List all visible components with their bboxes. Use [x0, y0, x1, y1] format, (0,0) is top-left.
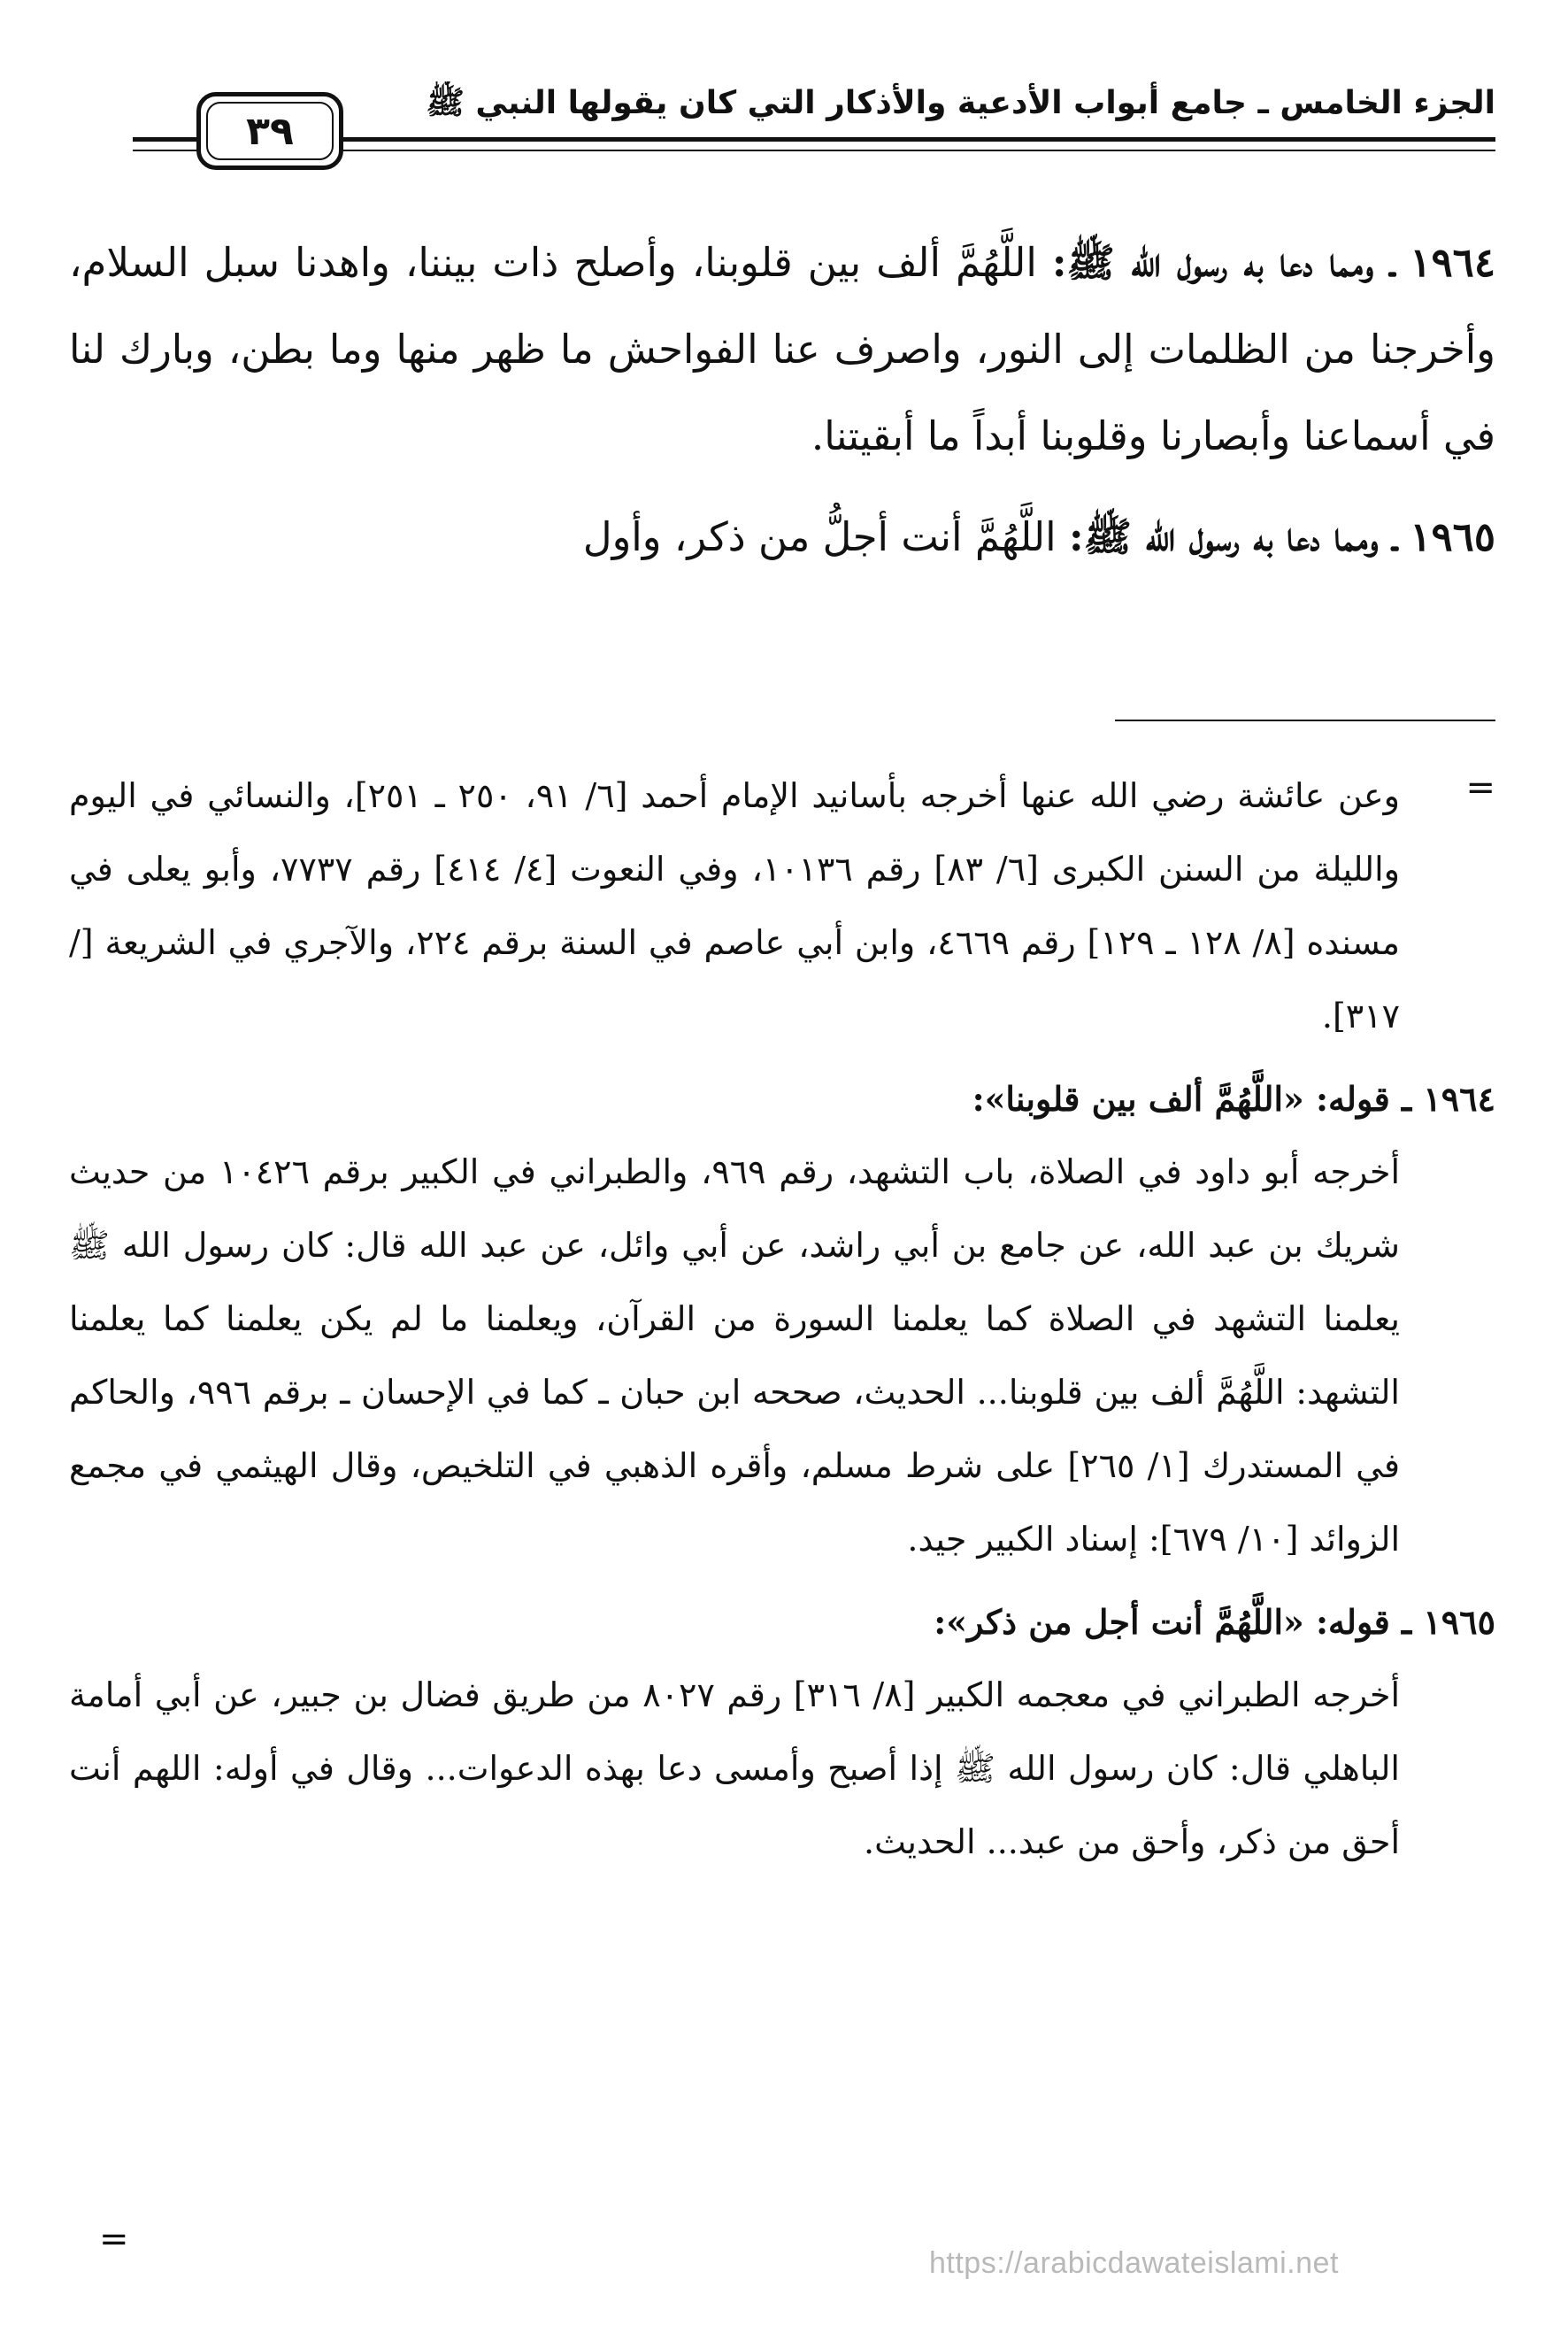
watermark-url: https://arabicdawateislami.net [929, 2246, 1339, 2280]
footnote-heading: ١٩٦٤ ـ قوله: «اللَّهُمَّ ألف بين قلوبنا»: [972, 1079, 1495, 1119]
footnote-body: أخرجه أبو داود في الصلاة، باب التشهد، رقم ٩٦٩، والطبراني في الكبير برقم ١٠٤٢٦ من حديث شريك بن عبد الله، عن جامع بن أبي راشد، عن أبي وائل، عن عبد الله قال: كان رسول الله ﷺ يعلمنا التشهد في الصلاة كما يعلمنا السورة من القرآن، ويعلمنا ما لم يكن يعلمنا كما يعلمنا التشهد: اللَّهُمَّ ألف بين قلوبنا... الحديث، صححه ابن حبان ـ كما في الإحسان ـ برقم ٩٩٦، والحاكم في المستدرك [١/ ٢٦٥] على شرط مسلم، وأقره الذهبي في التلخيص، وقال الهيثمي في مجمع الزوائد [١٠/ ٦٧٩]: إسناد الكبير جيد. [69, 1152, 1401, 1559]
footnote-separator [1115, 720, 1495, 721]
page-number: ٣٩ [206, 102, 334, 160]
footnote-continued: وعن عائشة رضي الله عنها أخرجه بأسانيد الإمام أحمد [٦/ ٩١، ٢٥٠ ـ ٢٥١]، والنسائي في اليوم والليلة من السنن الكبرى [٦/ ٨٣] رقم ١٠١٣٦، وفي النعوت [٤/ ٤١٤] رقم ٧٧٣٧، وأبو يعلى في مسنده [٨/ ١٢٨ ـ ١٢٩] رقم ٤٦٦٩، وابن أبي عاصم في السنة برقم ٢٢٤، والآجري في الشريعة [/ ٣١٧]. [69, 776, 1401, 1036]
hadith-paragraph-1964 [69, 219, 1495, 480]
running-header: الجزء الخامس ـ جامع أبواب الأدعية والأذكار التي كان يقولها النبي ﷺ [426, 85, 1495, 121]
footnotes [69, 759, 1495, 1888]
hadith-number: ١٩٦٥ [1410, 513, 1495, 560]
hadith-paragraph-1965 [69, 494, 1495, 581]
continuation-mark-top: = [1465, 767, 1495, 808]
hadith-number: ١٩٦٤ [1410, 239, 1496, 286]
main-text [69, 219, 1495, 595]
footnote-body: أخرجه الطبراني في معجمه الكبير [٨/ ٣١٦] رقم ٨٠٢٧ من طريق فضال بن جبير، عن أبي أمامة الباهلي قال: كان رسول الله ﷺ إذا أصبح وأمسى دعا بهذه الدعوات... وقال في أوله: اللهم أنت أحق من ذكر، وأحق من عبد... الحديث. [69, 1675, 1401, 1861]
hadith-lead: ـ ومما دعا به رسول الله ﷺ: [1068, 513, 1397, 560]
footnote-1965 [69, 1585, 1495, 1879]
hadith-text: اللَّهُمَّ ألف بين قلوبنا، وأصلح ذات بيننا، واهدنا سبل السلام، وأخرجنا من الظلمات إلى النور، واصرف عنا الفواحش ما ظهر منها وما بطن، وبارك لنا في أسماعنا وأبصارنا وقلوبنا أبداً ما أبقيتنا. [69, 239, 1495, 459]
page-number-frame [196, 92, 343, 170]
hadith-lead: ـ ومما دعا به رسول الله ﷺ: [1051, 239, 1395, 286]
footnote-heading: ١٩٦٥ ـ قوله: «اللَّهُمَّ أنت أجل من ذكر»: [934, 1602, 1495, 1642]
hadith-text: اللَّهُمَّ أنت أجلُّ من ذكر، وأول [582, 513, 1057, 560]
continuation-mark-bottom: = [99, 2219, 129, 2260]
footnote-1964 [69, 1062, 1495, 1576]
